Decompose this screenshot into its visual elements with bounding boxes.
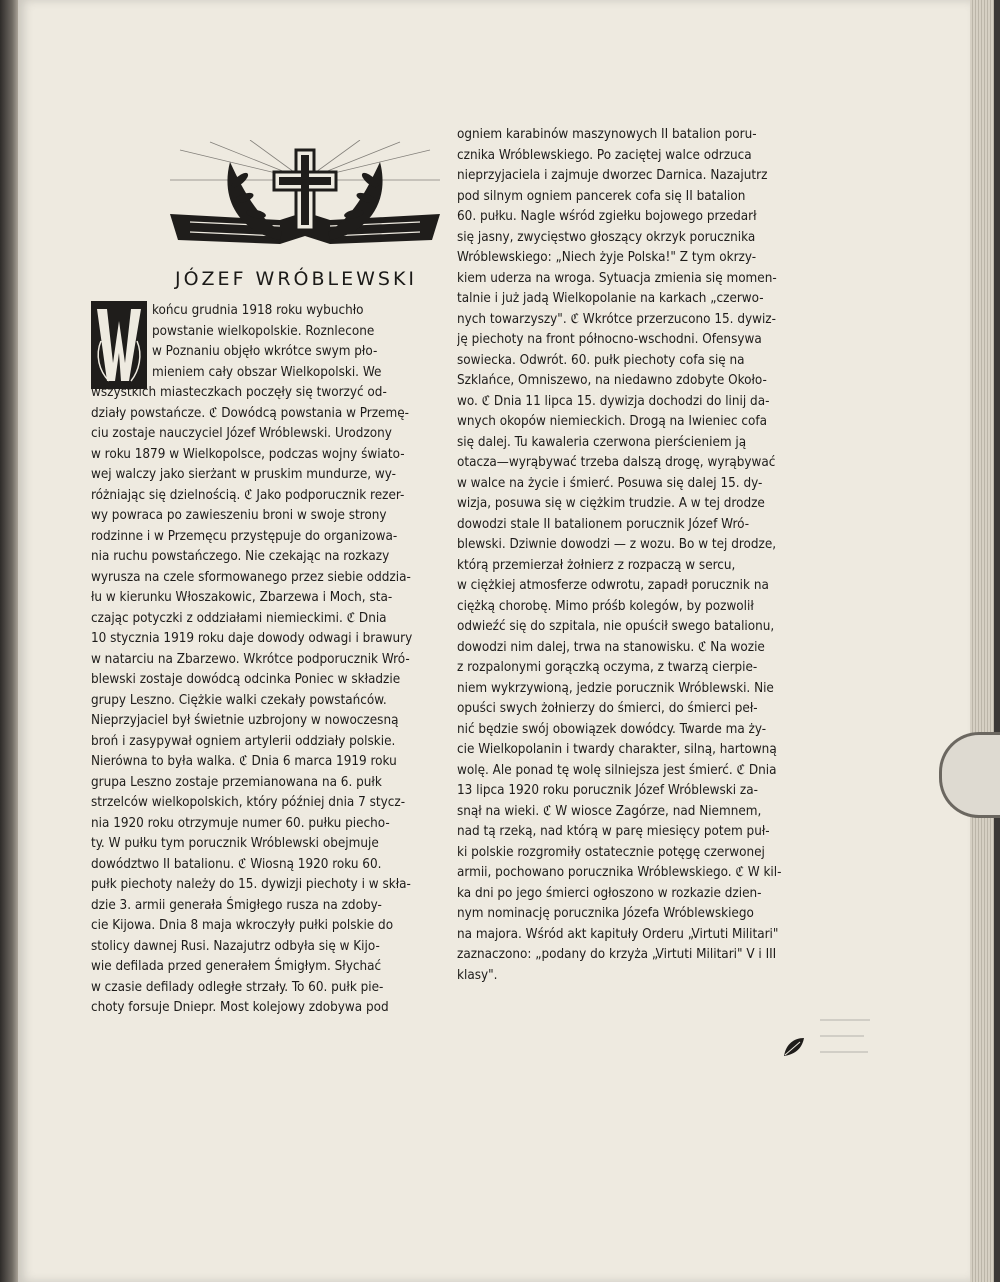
show-through-text (820, 1012, 870, 1072)
text-line: stolicy dawnej Rusi. Nazajutrz odbyła się w Kijo- (91, 938, 380, 954)
text-line: wizja, posuwa się w ciężkim trudzie. A w tej drodze (457, 496, 765, 511)
text-line: blewski zostaje dowódcą odcinka Poniec w składzie (91, 672, 401, 687)
text-line: talnie i już jadą Wielkopolanie na karkach „czerwo- (457, 291, 764, 306)
text-line: grupa Leszno zostaje przemianowana na 6. pułk (91, 774, 382, 790)
left-text-column (91, 301, 431, 1019)
text-line: Nierówna to była walka. ℭ Dnia 6 marca 1919 roku (91, 754, 397, 769)
text-line: 60. pułku. Nagle wśród zgiełku bojowego przedarł (457, 209, 757, 224)
text-line: nych towarzyszy". ℭ Wkrótce przerzucono 15. dywiz- (457, 311, 776, 327)
text-line: ję piechoty na front północno-wschodni. Ofensywa (457, 332, 762, 347)
text-line: ciężką chorobę. Mimo próśb kolegów, by pozwolił (457, 598, 754, 614)
text-line: na majora. Wśród akt kapituły Orderu „Virtuti Militari" (457, 926, 779, 942)
text-line: wyrusza na czele sformowanego przez siebie oddzia- (91, 569, 411, 585)
text-line: dowództwo II batalionu. ℭ Wiosną 1920 roku 60. (91, 856, 382, 872)
text-line: snął na wieki. ℭ W wiosce Zagórze, nad Niemnem, (457, 803, 762, 819)
text-line: nia ruchu powstańczego. Nie czekając na rozkazy (91, 549, 390, 564)
article-title: JÓZEF WRÓBLEWSKI (174, 268, 418, 290)
text-line: rodzinne i w Przemęcu przystępuje do organizowa- (91, 528, 398, 544)
text-line: 13 lipca 1920 roku porucznik Józef Wróblewski za- (457, 783, 758, 798)
text-line: wszystkich miasteczkach poczęły się tworzyć od- (91, 385, 387, 400)
text-line: ty. W pułku tym porucznik Wróblewski obejmuje (91, 836, 379, 851)
text-line: choty forsuje Dniepr. Most kolejowy zdobywa pod (91, 1000, 389, 1015)
text-line: cznika Wróblewskiego. Po zaciętej walce odrzuca (457, 147, 752, 163)
text-line: pod silnym ogniem pancerek cofa się II batalion (457, 188, 746, 204)
text-line: armii, pochowano porucznika Wróblewskiego. ℭ W kil- (457, 865, 782, 880)
text-line: opuści swych żołnierzy do śmierci, do śmierci peł- (457, 701, 758, 716)
text-line: powstanie wielkopolskie. Roznlecone (152, 323, 375, 339)
text-line: cie Wielkopolanin i twardy charakter, silną, hartowną (457, 742, 777, 757)
text-line: dzie 3. armii generała Śmigłego rusza na zdoby- (91, 897, 382, 913)
text-line: łu w kierunku Włoszakowic, Zbarzewa i Moch, sta- (91, 590, 393, 605)
text-line: wej walczy jako sierżant w pruskim mundurze, wy- (91, 467, 397, 482)
text-line: w walce na życie i śmierć. Posuwa się dalej 15. dy- (457, 475, 763, 491)
text-line: broń i zasypywał ogniem artylerii oddziały polskie. (91, 733, 396, 749)
text-line: ki polskie rozgromiły ostatecznie potęgę czerwonej (457, 844, 765, 860)
text-line: nić będzie swój obowiązek dowódcy. Twarde ma ży- (457, 721, 767, 737)
text-line: 10 stycznia 1919 roku daje dowody odwagi i brawury (91, 631, 413, 646)
text-line: wy powraca po zawieszeniu broni w swoje strony (91, 508, 387, 523)
text-line: niem wykrzywioną, jedzie porucznik Wróblewski. Nie (457, 680, 774, 696)
text-line: się jasny, zwycięstwo głoszący okrzyk porucznika (457, 229, 756, 245)
text-line: się dalej. Tu kawaleria czerwona pierścieniem ją (457, 434, 747, 450)
right-text-column (457, 125, 815, 986)
text-line: nia 1920 roku otrzymuje numer 60. pułku piecho- (91, 815, 390, 831)
text-line: Wróblewskiego: „Niech żyje Polska!" Z tym okrzy- (457, 250, 757, 265)
text-line: dowodzi stale II batalionem porucznik Józef Wró- (457, 516, 750, 532)
text-line: dowodzi nim dalej, trwa na stanowisku. ℭ Na wozie (457, 639, 765, 655)
text-line: otacza—wyrąbywać trzeba dalszą drogę, wyrąbywać (457, 455, 776, 470)
text-line: nym nominację porucznika Józefa Wróblewskiego (457, 906, 754, 921)
text-line: ogniem karabinów maszynowych II batalion poru- (457, 127, 757, 142)
leaf-tailpiece-icon (782, 1036, 806, 1058)
text-line: mieniem cały obszar Wielkopolski. We (152, 364, 382, 380)
text-line: różniając się dzielnością. ℭ Jako podporucznik rezer- (91, 487, 405, 503)
text-line: nad tą rzeką, nad którą w parę miesięcy potem puł- (457, 824, 770, 839)
text-line: czając potyczki z oddziałami niemieckimi. ℭ Dnia (91, 610, 387, 626)
text-line: którą przemierzał żołnierz z rozpaczą w sercu, (457, 557, 736, 573)
text-line: sowiecka. Odwrót. 60. pułk piechoty cofa się na (457, 352, 745, 368)
text-line: nieprzyjaciela i zajmuje dworzec Darnica. Nazajutrz (457, 168, 768, 183)
text-line: grupy Leszno. Ciężkie walki czekały powstańców. (91, 692, 387, 708)
text-line: końcu grudnia 1918 roku wybuchło (152, 303, 364, 318)
text-line: działy powstańcze. ℭ Dowódcą powstania w Przemę- (91, 405, 409, 421)
text-line: klasy". (457, 967, 498, 983)
text-line: ka dni po jego śmierci ogłoszono w rozkazie dzien- (457, 885, 762, 901)
text-line: odwieźć się do szpitala, nie opuścił swego batalionu, (457, 619, 775, 634)
text-line: wo. ℭ Dnia 11 lipca 15. dywizja dochodzi do linij da- (457, 393, 770, 409)
text-line: blewski. Dziwnie dowodzi — z wozu. Bo w tej drodze, (457, 537, 777, 552)
text-line: w Poznaniu objęło wkrótce swym pło- (152, 344, 378, 359)
text-line: wnych okopów niemieckich. Drogą na Iwieniec cofa (457, 414, 768, 429)
text-line: strzelców wielkopolskich, który później dnia 7 stycz- (91, 795, 406, 810)
text-line: z rozpalonymi gorączką oczyma, z twarzą cierpie- (457, 660, 758, 675)
cross-laurel-headpiece-icon (170, 140, 440, 262)
text-line: wolę. Ale ponad tę wolę silniejsza jest śmierć. ℭ Dnia (457, 762, 777, 778)
text-line: wie defilada przed generałem Śmigłym. Słychać (91, 959, 382, 974)
text-line: ciu zostaje nauczyciel Józef Wróblewski. Urodzony (91, 426, 392, 441)
text-line: kiem uderza na wroga. Sytuacja zmienia się momen- (457, 270, 777, 286)
text-line: Szklańce, Omniszewo, na niedawno zdobyte Około- (457, 373, 767, 388)
text-line: Nieprzyjaciel był świetnie uzbrojony w nowoczesną (91, 713, 399, 728)
text-line: w roku 1879 w Wielkopolsce, podczas wojny świato- (91, 446, 405, 462)
text-line: w ciężkiej atmosferze odwrotu, zapadł porucznik na (457, 578, 769, 593)
text-line: w natarciu na Zbarzewo. Wkrótce podporucznik Wró- (91, 651, 410, 667)
text-line: cie Kijowa. Dnia 8 maja wkroczyły pułki polskie do (91, 918, 394, 933)
text-line: zaznaczono: „podany do krzyża „Virtuti Militari" V i III (457, 947, 777, 962)
text-line: pułk piechoty należy do 15. dywizji piechoty i w skła- (91, 877, 411, 892)
text-line: w czasie defilady odległe strzały. To 60. pułk pie- (91, 979, 384, 995)
